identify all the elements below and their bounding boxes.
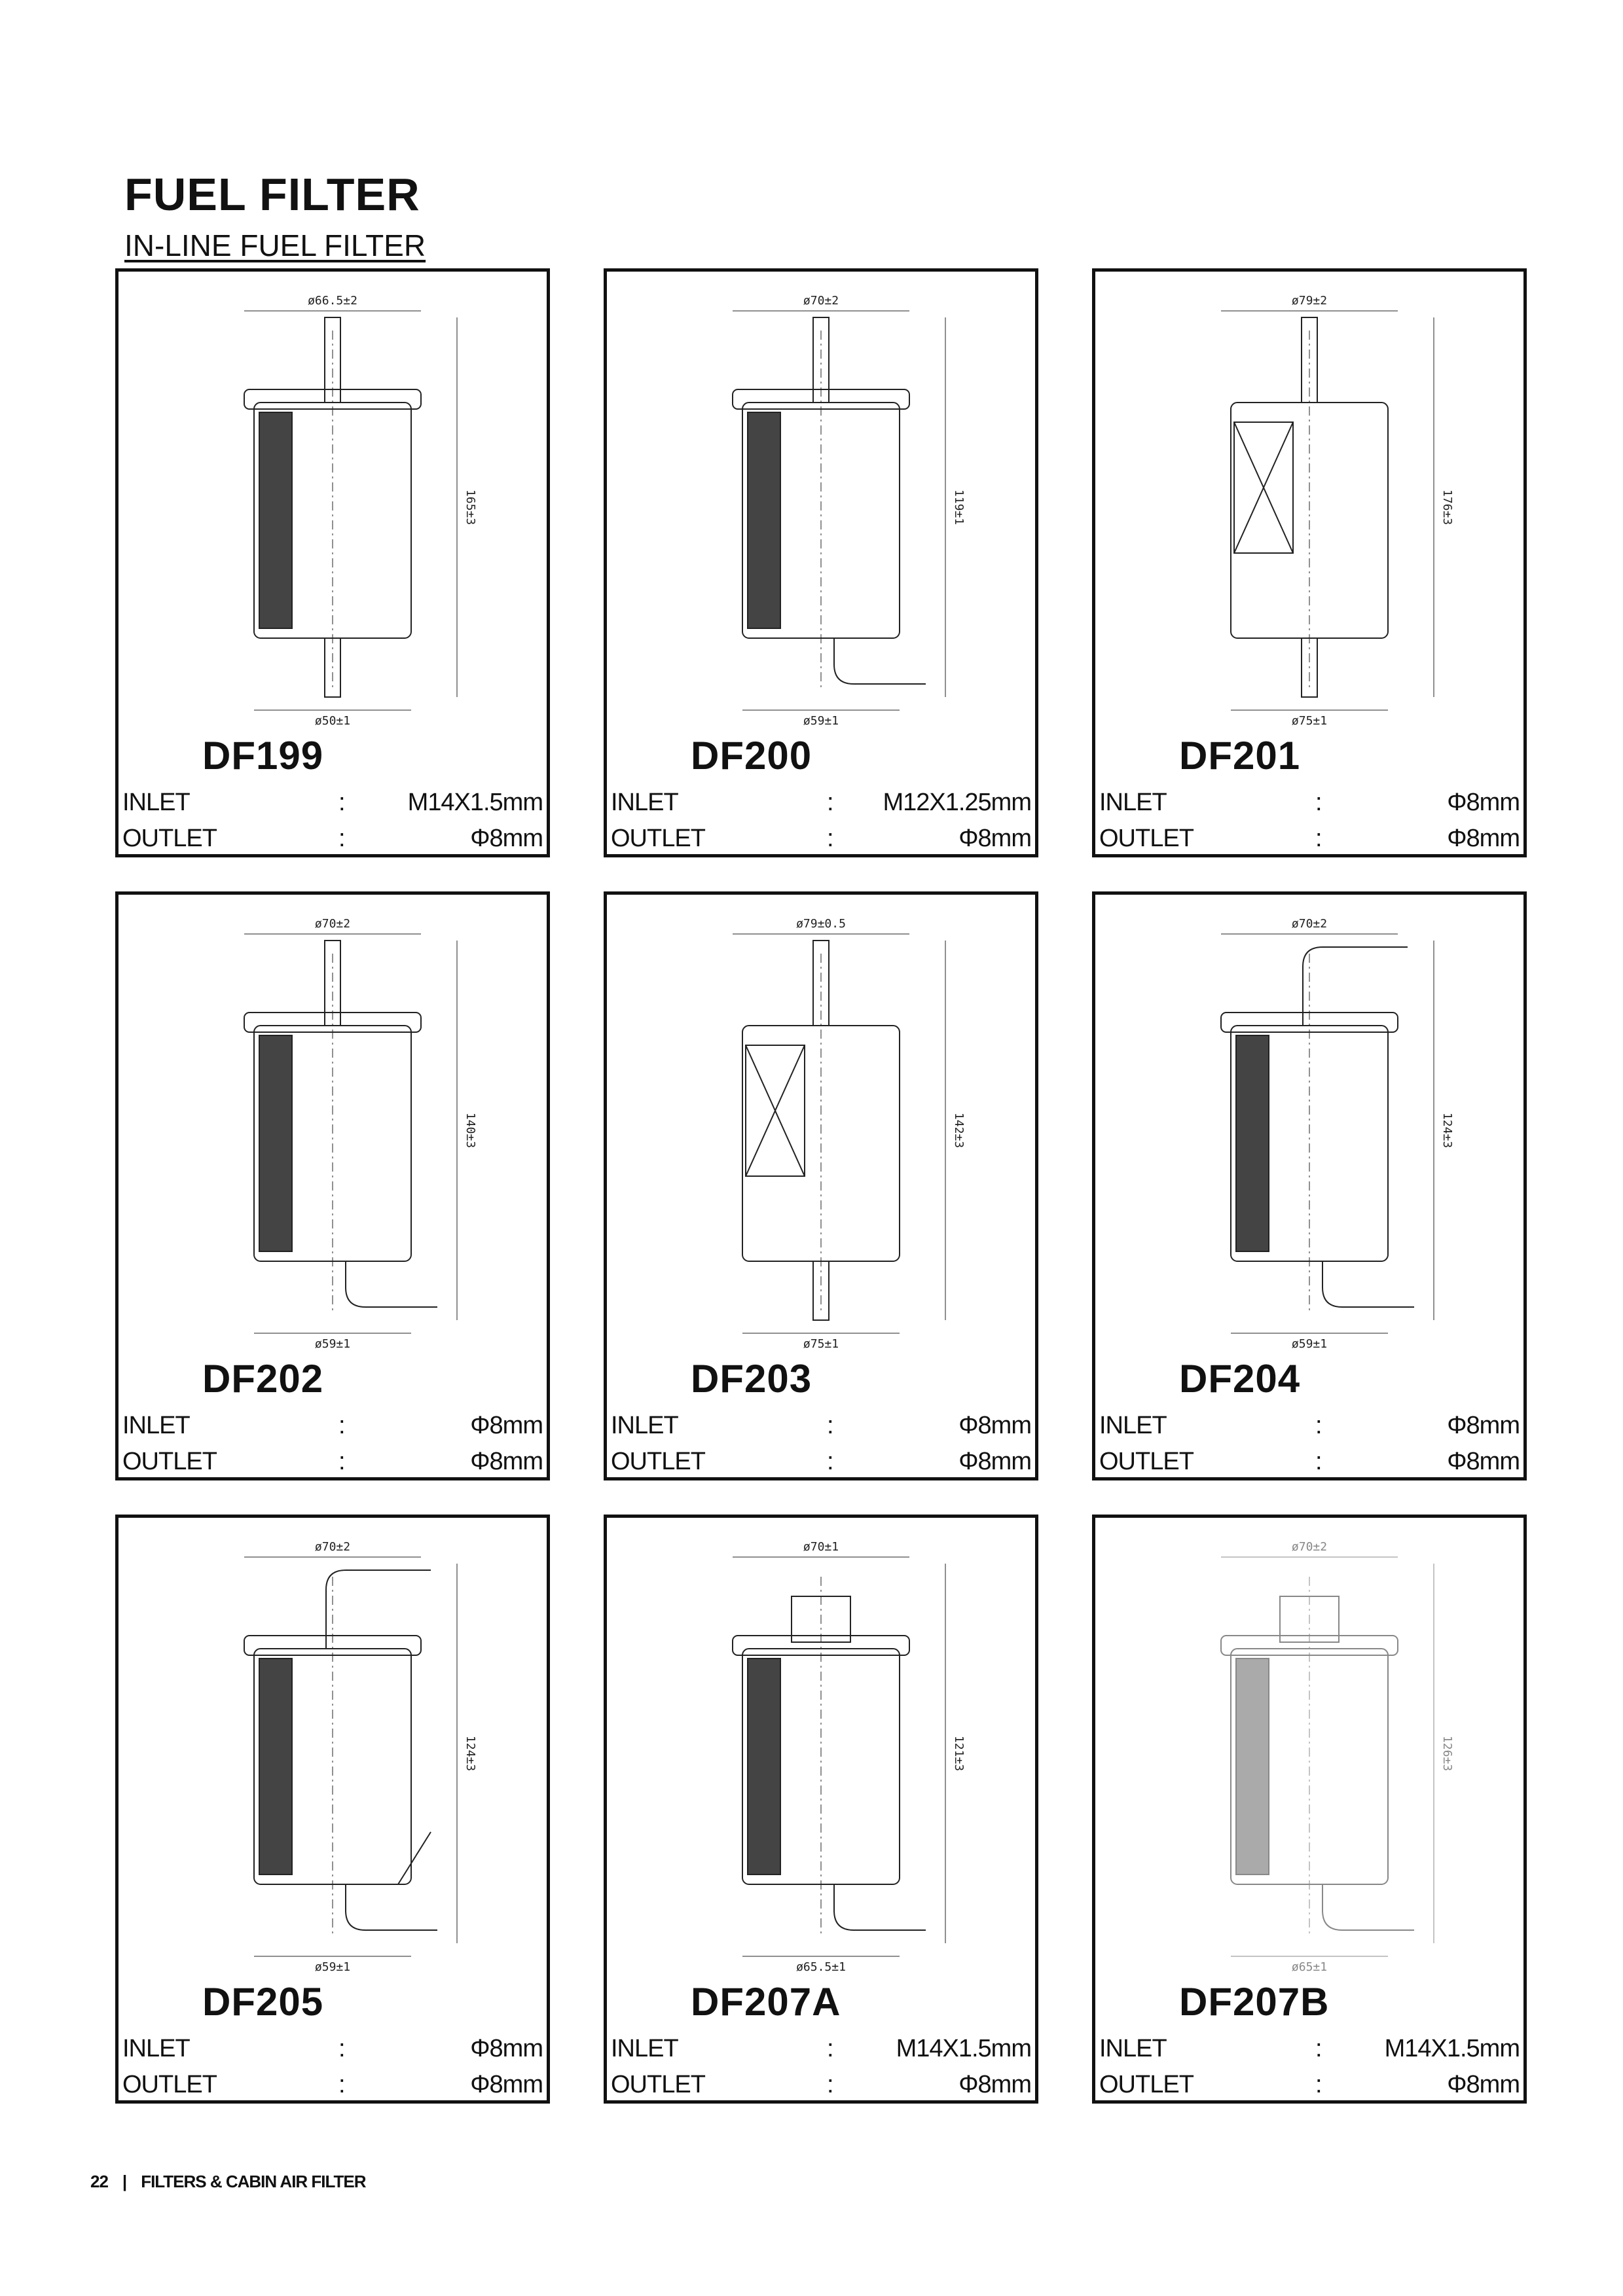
filter-technical-drawing — [1095, 272, 1523, 730]
top-diameter-label: ø70±2 — [1291, 1540, 1328, 1554]
top-diameter-label: ø70±2 — [314, 1540, 351, 1554]
inlet-label: INLET — [1099, 2035, 1167, 2062]
height-dimension-label: 126±3 — [1440, 1735, 1454, 1772]
inlet-label: INLET — [122, 1412, 190, 1439]
inlet-label: INLET — [1099, 789, 1167, 816]
outlet-hose — [1322, 1261, 1414, 1307]
filter-element-cutaway — [748, 1659, 780, 1874]
outlet-spec-row — [611, 1444, 1031, 1479]
height-dimension-label: 121±3 — [952, 1735, 966, 1772]
outlet-label: OUTLET — [122, 2071, 217, 2098]
top-diameter-label: ø66.5±2 — [308, 294, 357, 308]
spec-colon: : — [338, 1448, 345, 1475]
height-dimension-label: 140±3 — [464, 1112, 477, 1149]
spec-colon: : — [338, 2071, 345, 2098]
page-number: 22 — [90, 2172, 108, 2191]
inlet-hose — [1303, 947, 1408, 1026]
outlet-spec-row — [1099, 2068, 1520, 2102]
bottom-diameter-label: ø75±1 — [803, 1337, 839, 1351]
product-code: DF202 — [202, 1357, 324, 1401]
outlet-hose — [1322, 1884, 1414, 1930]
product-card-df200 — [604, 268, 1038, 857]
inlet-value: M14X1.5mm — [896, 2035, 1031, 2062]
inlet-spec-row — [611, 1408, 1031, 1443]
outlet-hose — [346, 1261, 437, 1307]
outlet-spec-row — [122, 1444, 543, 1479]
product-code: DF207A — [691, 1980, 841, 2024]
outlet-spec-row — [1099, 821, 1520, 855]
filter-technical-drawing — [119, 1518, 547, 1976]
product-card-df207b — [1092, 1515, 1527, 2104]
outlet-label: OUTLET — [122, 1448, 217, 1475]
spec-colon: : — [1315, 1412, 1322, 1439]
product-card-df202 — [115, 891, 550, 1480]
bottom-diameter-label: ø59±1 — [803, 714, 839, 728]
inlet-label: INLET — [611, 2035, 678, 2062]
outlet-value: Φ8mm — [958, 825, 1031, 852]
outlet-value: Φ8mm — [958, 1448, 1031, 1475]
bottom-diameter-label: ø50±1 — [314, 714, 351, 728]
inlet-label: INLET — [611, 1412, 678, 1439]
outlet-spec-row — [611, 2068, 1031, 2102]
footer-separator: | — [122, 2172, 127, 2191]
height-dimension-label: 165±3 — [464, 489, 477, 526]
outlet-value: Φ8mm — [1447, 2071, 1520, 2098]
product-code: DF199 — [202, 734, 324, 778]
bottom-diameter-label: ø65.5±1 — [796, 1960, 846, 1974]
filter-technical-drawing — [607, 272, 1035, 730]
spec-colon: : — [827, 789, 833, 816]
height-dimension-label: 124±3 — [464, 1735, 477, 1772]
inlet-value: Φ8mm — [1447, 1412, 1520, 1439]
outlet-spec-row — [1099, 1444, 1520, 1479]
outlet-value: Φ8mm — [470, 1448, 543, 1475]
outlet-hose — [398, 1832, 431, 1884]
inlet-spec-row — [122, 785, 543, 819]
spec-colon: : — [827, 2035, 833, 2062]
outlet-hose — [834, 638, 926, 684]
filter-technical-drawing — [119, 895, 547, 1353]
bottom-diameter-label: ø65±1 — [1291, 1960, 1328, 1974]
product-code: DF205 — [202, 1980, 324, 2024]
outlet-value: Φ8mm — [1447, 825, 1520, 852]
bottom-diameter-label: ø59±1 — [314, 1337, 351, 1351]
top-diameter-label: ø70±2 — [803, 294, 839, 308]
outlet-value: Φ8mm — [470, 2071, 543, 2098]
height-dimension-label: 124±3 — [1440, 1112, 1454, 1149]
inlet-value: M12X1.25mm — [883, 789, 1031, 816]
product-code: DF207B — [1179, 1980, 1330, 2024]
top-diameter-label: ø70±2 — [314, 917, 351, 931]
spec-colon: : — [1315, 825, 1322, 852]
spec-colon: : — [338, 825, 345, 852]
spec-colon: : — [1315, 789, 1322, 816]
product-code: DF204 — [1179, 1357, 1301, 1401]
spec-colon: : — [338, 2035, 345, 2062]
inlet-label: INLET — [1099, 1412, 1167, 1439]
outlet-label: OUTLET — [611, 2071, 705, 2098]
inlet-spec-row — [122, 1408, 543, 1443]
inlet-value: Φ8mm — [1447, 789, 1520, 816]
inlet-spec-row — [611, 785, 1031, 819]
bottom-diameter-label: ø75±1 — [1291, 714, 1328, 728]
outlet-label: OUTLET — [611, 1448, 705, 1475]
height-dimension-label: 142±3 — [952, 1112, 966, 1149]
inlet-spec-row — [1099, 785, 1520, 819]
outlet-label: OUTLET — [1099, 1448, 1194, 1475]
inlet-spec-row — [122, 2032, 543, 2066]
outlet-label: OUTLET — [122, 825, 217, 852]
height-dimension-label: 119±1 — [952, 489, 966, 526]
filter-technical-drawing — [1095, 1518, 1523, 1976]
outlet-value: Φ8mm — [958, 2071, 1031, 2098]
filter-technical-drawing — [607, 1518, 1035, 1976]
page-title: FUEL FILTER — [124, 169, 420, 220]
spec-colon: : — [1315, 2071, 1322, 2098]
bottom-diameter-label: ø59±1 — [1291, 1337, 1328, 1351]
outlet-hose — [346, 1884, 437, 1930]
filter-element-cutaway — [259, 412, 292, 628]
product-card-df203 — [604, 891, 1038, 1480]
bottom-diameter-label: ø59±1 — [314, 1960, 351, 1974]
filter-element-cutaway — [259, 1659, 292, 1874]
inlet-label: INLET — [122, 789, 190, 816]
filter-technical-drawing — [1095, 895, 1523, 1353]
outlet-label: OUTLET — [1099, 825, 1194, 852]
spec-colon: : — [827, 1412, 833, 1439]
footer-section-title: FILTERS & CABIN AIR FILTER — [141, 2172, 366, 2191]
spec-colon: : — [338, 789, 345, 816]
product-code: DF201 — [1179, 734, 1301, 778]
filter-element-cutaway — [1236, 1035, 1269, 1251]
outlet-label: OUTLET — [611, 825, 705, 852]
outlet-spec-row — [122, 2068, 543, 2102]
product-card-df201 — [1092, 268, 1527, 857]
filter-technical-drawing — [607, 895, 1035, 1353]
inlet-label: INLET — [122, 2035, 190, 2062]
height-dimension-label: 176±3 — [1440, 489, 1454, 526]
inlet-label: INLET — [611, 789, 678, 816]
product-grid — [115, 268, 1527, 2108]
spec-colon: : — [827, 2071, 833, 2098]
page-subtitle: IN-LINE FUEL FILTER — [124, 228, 426, 262]
spec-colon: : — [1315, 1448, 1322, 1475]
filter-element-cutaway — [259, 1035, 292, 1251]
spec-colon: : — [338, 1412, 345, 1439]
top-diameter-label: ø70±1 — [803, 1540, 839, 1554]
outlet-value: Φ8mm — [470, 825, 543, 852]
spec-colon: : — [827, 1448, 833, 1475]
top-diameter-label: ø70±2 — [1291, 917, 1328, 931]
inlet-spec-row — [611, 2032, 1031, 2066]
top-diameter-label: ø79±2 — [1291, 294, 1328, 308]
filter-element-cutaway — [1236, 1659, 1269, 1874]
outlet-spec-row — [611, 821, 1031, 855]
inlet-value: M14X1.5mm — [407, 789, 543, 816]
product-card-df204 — [1092, 891, 1527, 1480]
spec-colon: : — [1315, 2035, 1322, 2062]
product-card-df199 — [115, 268, 550, 857]
inlet-value: Φ8mm — [470, 2035, 543, 2062]
product-card-df207a — [604, 1515, 1038, 2104]
outlet-hose — [834, 1884, 926, 1930]
inlet-value: Φ8mm — [470, 1412, 543, 1439]
inlet-hose — [326, 1570, 431, 1649]
spec-colon: : — [827, 825, 833, 852]
product-card-df205 — [115, 1515, 550, 2104]
outlet-spec-row — [122, 821, 543, 855]
filter-technical-drawing — [119, 272, 547, 730]
inlet-value: M14X1.5mm — [1384, 2035, 1520, 2062]
product-code: DF203 — [691, 1357, 812, 1401]
inlet-spec-row — [1099, 2032, 1520, 2066]
outlet-value: Φ8mm — [1447, 1448, 1520, 1475]
inlet-value: Φ8mm — [958, 1412, 1031, 1439]
inlet-spec-row — [1099, 1408, 1520, 1443]
filter-element-cutaway — [748, 412, 780, 628]
top-diameter-label: ø79±0.5 — [796, 917, 846, 931]
page-footer — [90, 2172, 365, 2192]
outlet-label: OUTLET — [1099, 2071, 1194, 2098]
product-code: DF200 — [691, 734, 812, 778]
